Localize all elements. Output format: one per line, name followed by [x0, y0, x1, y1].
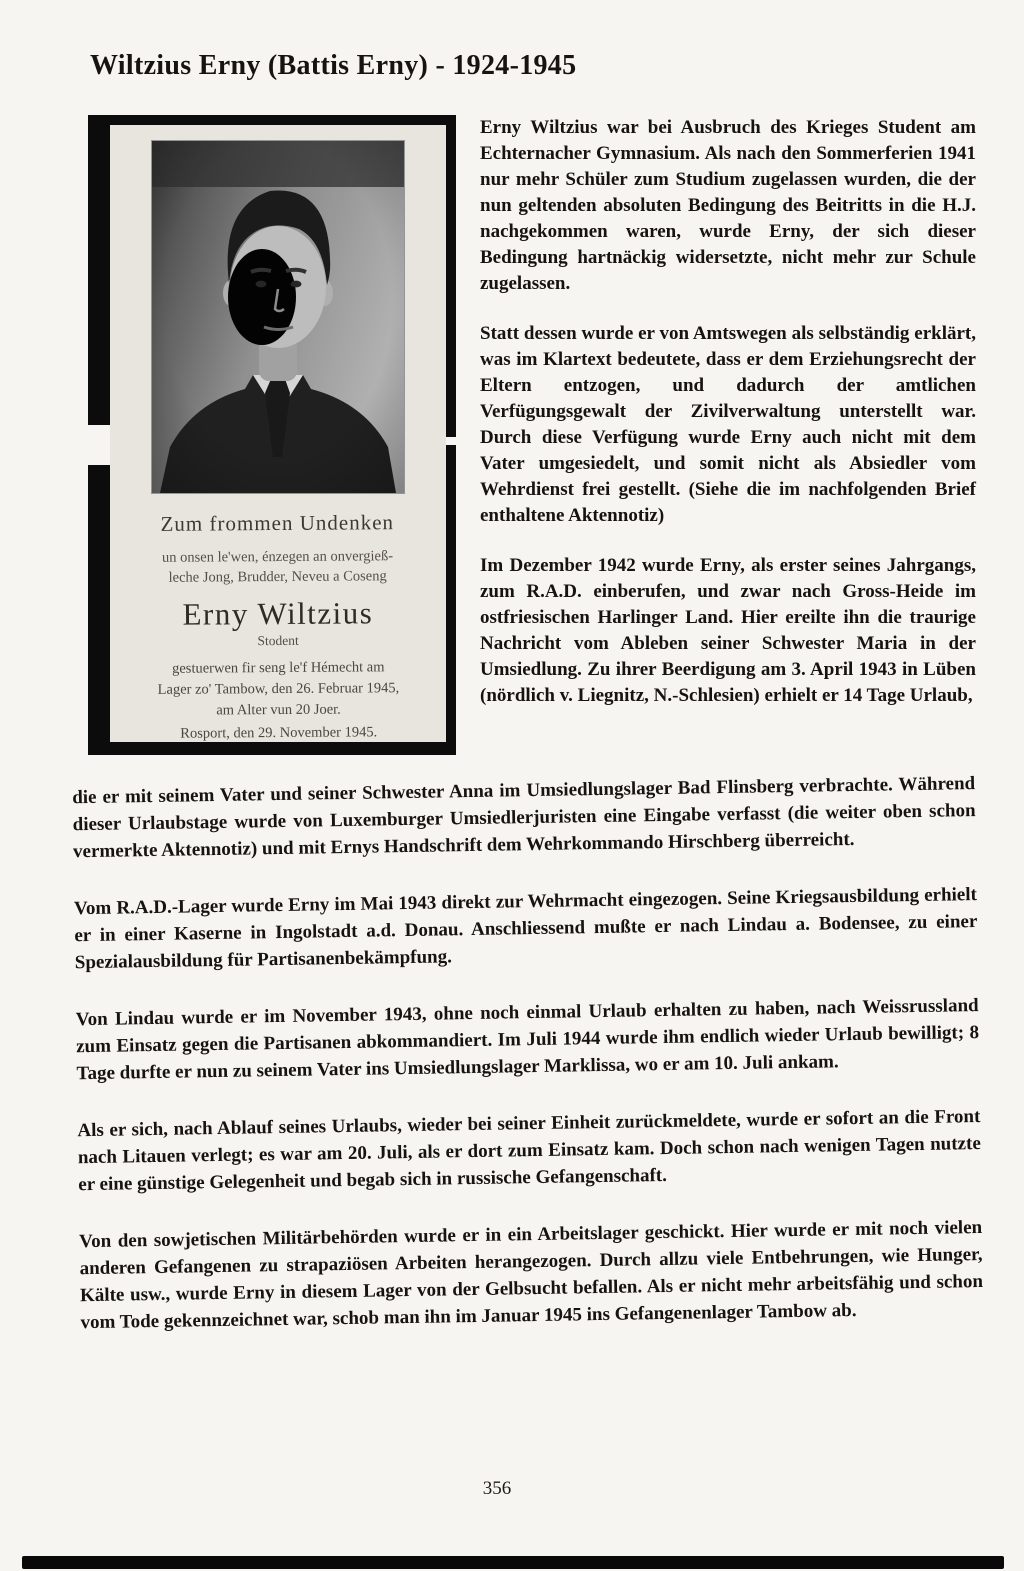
upper-two-column-area [88, 115, 976, 755]
portrait-photo [152, 141, 404, 493]
right-text-column [480, 115, 976, 709]
scan-border-gap [88, 425, 110, 465]
card-dedication-line: leche Jong, Brudder, Neveu a Coseng [168, 568, 387, 586]
card-deceased-name: Erny Wiltzius [182, 595, 374, 632]
memorial-card [88, 115, 456, 755]
card-obituary-line: Lager zo' Tambow, den 26. Februar 1945, [157, 680, 400, 698]
card-heading: Zum frommen Undenken [160, 510, 395, 536]
card-dedication-line: un onsen le'wen, énzegen an onvergieß- [161, 548, 394, 566]
card-dedication [109, 546, 445, 588]
paragraph: Von den sowjetischen Militärbehörden wurde er in ein Arbeitslager geschickt. Hier wurde er mit noch vielen anderen Gefangenen zu strapaziösen Arbeiten herangezogen. Durch allzu viele Entbehrungen, wie Hunger, Kälte usw., wurde Erny in diesem Lager von der Gelbsucht befallen. Als er nicht mehr arbeitsfähig und schon vom Tode gekennzeichnet war, schob man ihn im Januar 1945 ins Gefangenenlager Tambow ab. [79, 1217, 984, 1334]
paragraph: Statt dessen wurde er von Amtswegen als selbständig erklärt, was im Klartext bedeutete, dass er dem Erziehungsrecht der Eltern entzogen, und dadurch der amtlichen Verfügungsgewalt der Zivilverwaltung unterstellt war. Durch diese Verfügung wurde Erny auch nicht mit dem Vater umgesiedelt, und somit nicht als Absiedler vom Wehrdienst frei gestellt. (Siehe die im nachfolgenden Brief enthaltene Aktennotiz) [480, 323, 976, 526]
scan-border-gap [446, 437, 456, 445]
paragraph: Als er sich, nach Ablauf seines Urlaubs, wieder bei seiner Einheit zurückmeldete, wurde er sofort an die Front nach Litauen verlegt; es war am 20. Juli, als er dort zum Einsatz kam. Doch schon nach wenigen Tagen nutzte er eine günstige Gelegenheit und begab sich in russische Gefangenschaft. [77, 1106, 981, 1196]
paragraph: Im Dezember 1942 wurde Erny, als erster seines Jahrgangs, zum R.A.D. einberufen, und zwar nach Gross-Heide im ostfriesischen Harlinger Land. Hier ereilte ihn die traurige Nachricht vom Ableben seiner Schwester Maria in der Umsiedlung. Zu ihrer Beerdigung am 3. April 1943 in Lüben (nördlich v. Liegnitz, N.-Schlesien) erhielt er 14 Tage Urlaub, [480, 555, 976, 706]
card-obituary-line: gestuerwen fir seng le'f Hémecht am [172, 659, 385, 677]
card-obituary-text [110, 657, 447, 745]
paragraph: Erny Wiltzius war bei Ausbruch des Krieges Student am Echternacher Gymnasium. Als nach den Sommerferien 1941 nur mehr Schüler zum Studium zugelassen wurden, die der nun geltenden absoluten Bedingung des Beitritts in die H.J. nachgekommen waren, wurde Erny, der sich dieser Bedingung hartnäckig widersetzte, nicht mehr zur Schule zugelassen. [480, 117, 976, 294]
paragraph: Vom R.A.D.-Lager wurde Erny im Mai 1943 direkt zur Wehrmacht eingezogen. Seine Kriegsausbildung erhielt er in einer Kaserne in Ingolstadt a.d. Donau. Anschliessend mußte er nach Lindau a. Bodensee, zu einer Spezialausbildung für Partisanenbekämpfung. [73, 884, 978, 974]
lower-text-block [72, 770, 984, 1336]
memorial-card-text [109, 510, 447, 745]
paragraph: die er mit seinem Vater und seiner Schwester Anna im Umsiedlungslager Bad Flinsberg verbrachte. Während dieser Urlaubstage wurde von Luxemburger Umsiedlerjuristen eine Eingabe verfasst (die weiter oben schon vermerkte Aktennotiz) und mit Ernys Handschrift dem Wehrkommando Hirschberg überreicht. [72, 773, 976, 863]
page-number: 356 [482, 1478, 512, 1499]
scan-edge-artifact [22, 1556, 1004, 1569]
card-obituary-line: Rosport, den 29. November 1945. [180, 724, 378, 742]
paragraph: Von Lindau wurde er im November 1943, ohne noch einmal Urlaub erhalten zu haben, nach Weissrussland zum Einsatz gegen die Partisanen abkommandiert. Im Juli 1944 wurde ihm endlich wieder Urlaub bewilligt; 8 Tage durfte er nun zu seinem Vater ins Umsiedlungslager Marklissa, wo er am 10. Juli ankam. [75, 995, 980, 1085]
card-obituary-line: am Alter vun 20 Joer. [216, 701, 341, 719]
page-title: Wiltzius Erny (Battis Erny) - 1924-1945 [90, 50, 577, 81]
card-subtitle: Stodent [257, 632, 299, 649]
